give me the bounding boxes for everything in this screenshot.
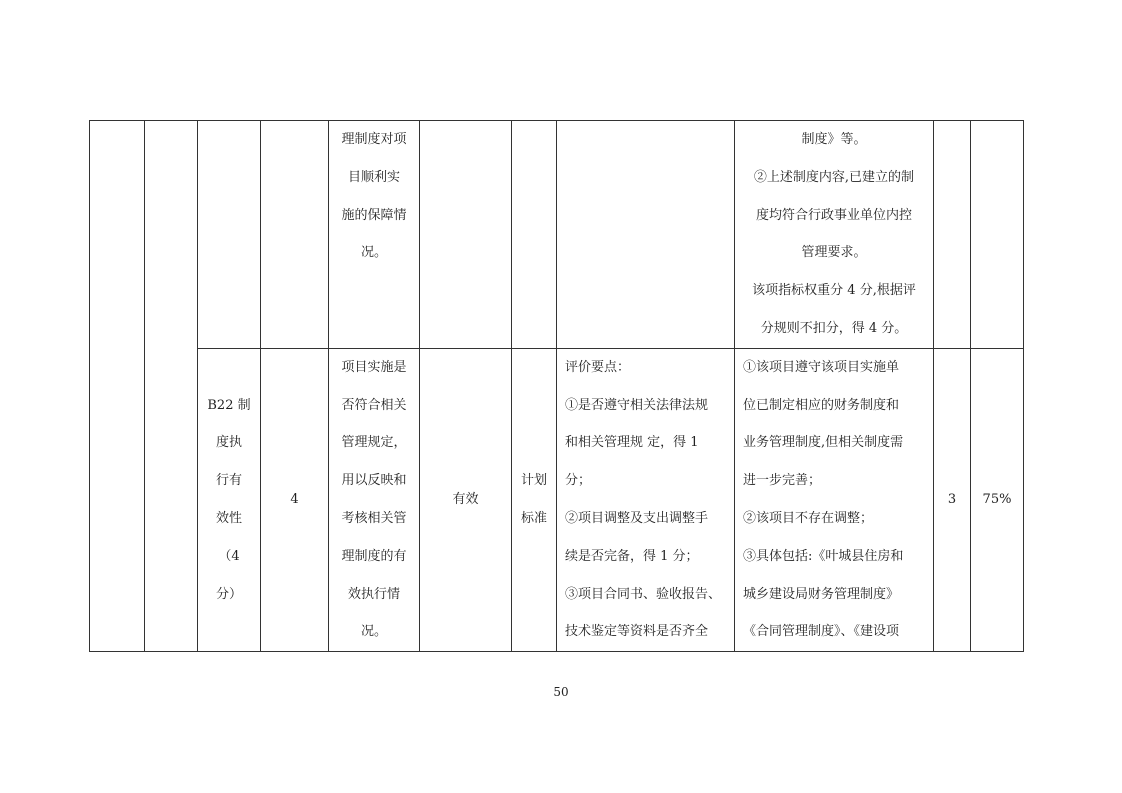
indicator-desc-cell xyxy=(329,121,420,349)
text-line: ①该项目遵守该项目实施单 xyxy=(743,359,900,375)
weight-cell xyxy=(261,348,329,651)
text-line: 项目实施是 xyxy=(341,359,407,375)
target-value: 有效 xyxy=(452,492,479,508)
text-line: B22 制 xyxy=(207,397,251,413)
text-line: 制度》等。 xyxy=(801,132,867,147)
text-line: 目顺利实 xyxy=(347,169,400,185)
text-line: 分规则不扣分，得 4 分。 xyxy=(760,320,908,336)
score-cell xyxy=(934,121,971,349)
target-cell xyxy=(420,121,512,349)
text-line: 理制度对项 xyxy=(341,132,407,147)
text-line: ③具体包括:《叶城县住房和 xyxy=(743,548,904,564)
text-line: 和相关管理规 定，得 1 xyxy=(565,435,699,451)
text-line: 考核相关管 xyxy=(341,510,407,526)
text-line: 行有 xyxy=(215,473,242,489)
text-line: 《合同管理制度》、《建设项 xyxy=(743,624,900,640)
text-line: 位已制定相应的财务制度和 xyxy=(743,397,900,413)
text-line: 续是否完备，得 1 分； xyxy=(565,548,699,564)
weight-value: 4 xyxy=(290,492,299,508)
text-line: 否符合相关 xyxy=(341,397,407,413)
rate-cell xyxy=(971,121,1024,349)
result-cell xyxy=(735,121,934,349)
indicator-name-cell xyxy=(198,348,261,651)
level1-cell xyxy=(90,121,145,652)
score-cell xyxy=(934,348,971,651)
table-row xyxy=(90,121,1024,349)
text-line: 分； xyxy=(565,473,592,489)
result-cell xyxy=(735,348,934,651)
text-line: 管理要求。 xyxy=(801,245,867,261)
page-number: 50 xyxy=(553,685,569,699)
text-line: 城乡建设局财务管理制度》 xyxy=(743,586,900,602)
text-line: 技术鉴定等资料是否齐全 xyxy=(565,624,709,640)
text-line: 进一步完善； xyxy=(743,473,822,489)
level2-cell xyxy=(145,121,198,652)
weight-cell xyxy=(261,121,329,349)
table-row xyxy=(90,348,1024,651)
text-line: 施的保障情 xyxy=(341,207,407,223)
text-line: 用以反映和 xyxy=(341,473,407,489)
text-line: 该项指标权重分 4 分,根据评 xyxy=(752,283,916,299)
text-line: 标准 xyxy=(520,510,547,526)
text-line: 况。 xyxy=(360,245,387,261)
text-line: 理制度的有 xyxy=(341,548,407,564)
text-line: 效性 xyxy=(215,510,242,526)
criteria-cell xyxy=(557,348,735,651)
text-line: ②该项目不存在调整； xyxy=(743,510,874,526)
indicator-name-cell xyxy=(198,121,261,349)
rate-cell xyxy=(971,348,1024,651)
score-value: 3 xyxy=(947,492,957,508)
text-line: 评价要点： xyxy=(565,359,631,375)
indicator-desc-cell xyxy=(329,348,420,651)
target-cell xyxy=(420,348,512,651)
standard-cell xyxy=(512,121,557,349)
criteria-cell xyxy=(557,121,735,349)
text-line: 度执 xyxy=(215,435,242,451)
text-line: 管理规定， xyxy=(341,435,407,451)
text-line: 况。 xyxy=(360,624,387,640)
text-line: （4 xyxy=(218,548,240,564)
text-line: ③项目合同书、验收报告、 xyxy=(565,586,722,602)
text-line: 效执行情 xyxy=(347,586,400,602)
rate-value: 75% xyxy=(982,492,1012,508)
text-line: ①是否遵守相关法律法规 xyxy=(565,397,709,413)
text-line: 度均符合行政事业单位内控 xyxy=(755,207,912,223)
text-line: 分） xyxy=(215,586,242,602)
text-line: 业务管理制度,但相关制度需 xyxy=(743,435,904,451)
evaluation-table xyxy=(89,120,1024,652)
text-line: ②上述制度内容,已建立的制 xyxy=(753,169,915,185)
standard-cell xyxy=(512,348,557,651)
text-line: 计划 xyxy=(520,473,547,489)
text-line: ②项目调整及支出调整手 xyxy=(565,510,709,526)
